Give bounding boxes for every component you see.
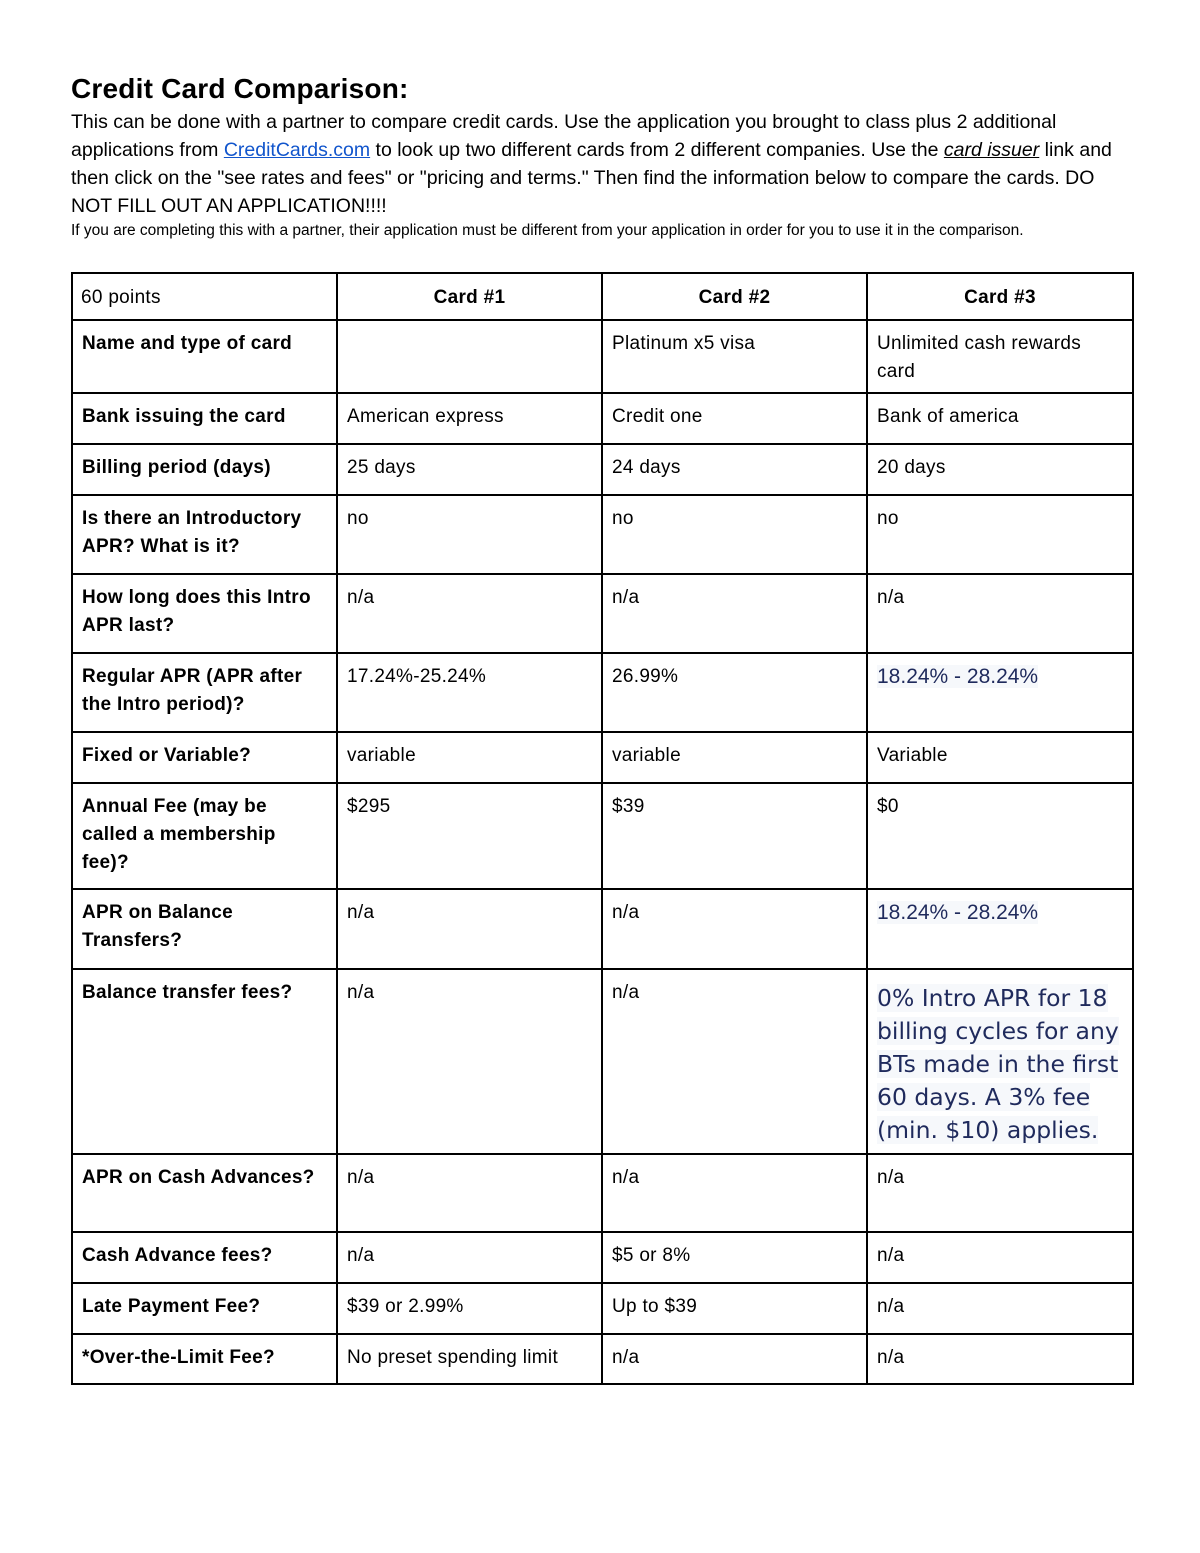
card-1-cell [337, 320, 602, 393]
row-label: Balance transfer fees? [72, 969, 337, 1154]
card-3-cell: Variable [867, 732, 1133, 783]
card-2-cell: n/a [602, 1154, 867, 1232]
card-2-cell: n/a [602, 969, 867, 1154]
table-row [72, 495, 1133, 574]
table-row [72, 969, 1133, 1154]
card-2-header: Card #2 [602, 273, 867, 320]
card-1-cell: variable [337, 732, 602, 783]
table-row [72, 574, 1133, 653]
card-3-cell: 20 days [867, 444, 1133, 495]
creditcards-link[interactable]: CreditCards.com [223, 139, 371, 161]
card-3-cell: no [867, 495, 1133, 574]
card-1-cell: n/a [337, 969, 602, 1154]
card-1-cell: No preset spending limit [337, 1334, 602, 1384]
card-2-cell: Credit one [602, 393, 867, 444]
row-label: APR on Balance Transfers? [72, 889, 337, 969]
card-1-cell: $295 [337, 783, 602, 889]
card-2-cell: variable [602, 732, 867, 783]
instructions-part-3: link and then click on the "see rates and fees" or "pricing and terms." Then find the information below to compare the cards. DO NOT FILL OUT AN APPLICATION!!!! [71, 139, 1112, 217]
card-1-cell: n/a [337, 1154, 602, 1232]
comparison-table [71, 272, 1134, 1385]
card-3-cell: n/a [867, 1283, 1133, 1334]
table-row [72, 889, 1133, 969]
card-2-cell: Platinum x5 visa [602, 320, 867, 393]
card-2-cell: $39 [602, 783, 867, 889]
card-3-cell: n/a [867, 1334, 1133, 1384]
table-row [72, 1283, 1133, 1334]
document [71, 70, 1131, 243]
card-1-cell: American express [337, 393, 602, 444]
row-label: Annual Fee (may be called a membership fee)? [72, 783, 337, 889]
card-3-cell [867, 969, 1133, 1154]
table-row [72, 320, 1133, 393]
row-label: Regular APR (APR after the Intro period)? [72, 653, 337, 732]
card-3-cell [867, 889, 1133, 969]
table-row [72, 444, 1133, 495]
card-2-cell: 26.99% [602, 653, 867, 732]
highlighted-apr: 18.24% - 28.24% [877, 665, 1039, 688]
card-3-cell [867, 653, 1133, 732]
card-2-cell: no [602, 495, 867, 574]
partner-note: If you are completing this with a partner, their application must be different from your application in order for you to use it in the comparison. [71, 222, 1024, 239]
instructions-part-2: to look up two different cards from 2 different companies. Use the [370, 139, 944, 161]
card-1-cell: 17.24%-25.24% [337, 653, 602, 732]
card-3-cell: n/a [867, 1154, 1133, 1232]
highlighted-apr: 18.24% - 28.24% [877, 901, 1039, 924]
instructions-paragraph [71, 108, 1131, 220]
balance-transfer-text: 0% Intro APR for 18 billing cycles for any BTs made in the first 60 days. A 3% fee (min. $10) applies. [877, 984, 1119, 1144]
points-header: 60 points [72, 273, 337, 320]
row-label: Bank issuing the card [72, 393, 337, 444]
instructions-part-1: This can be done with a partner to compare credit cards. Use the application you brought to class plus 2 additional applications from [71, 111, 1057, 161]
card-3-cell: Bank of america [867, 393, 1133, 444]
card-1-header: Card #1 [337, 273, 602, 320]
row-label: APR on Cash Advances? [72, 1154, 337, 1232]
card-2-cell: $5 or 8% [602, 1232, 867, 1283]
card-1-cell: n/a [337, 574, 602, 653]
card-1-cell: no [337, 495, 602, 574]
card-1-cell: $39 or 2.99% [337, 1283, 602, 1334]
card-2-cell: n/a [602, 1334, 867, 1384]
row-label: Late Payment Fee? [72, 1283, 337, 1334]
card-3-cell: n/a [867, 1232, 1133, 1283]
row-label: Fixed or Variable? [72, 732, 337, 783]
page-title: Credit Card Comparison: [71, 73, 409, 104]
card-2-cell: 24 days [602, 444, 867, 495]
row-label: How long does this Intro APR last? [72, 574, 337, 653]
card-1-cell: n/a [337, 1232, 602, 1283]
card-issuer-text: card issuer [943, 139, 1040, 161]
card-2-cell: n/a [602, 889, 867, 969]
table-row [72, 783, 1133, 889]
table-header-row [72, 273, 1133, 320]
table-row [72, 1334, 1133, 1384]
table-row [72, 393, 1133, 444]
card-2-cell: n/a [602, 574, 867, 653]
row-label: Name and type of card [72, 320, 337, 393]
card-3-cell: n/a [867, 574, 1133, 653]
row-label: Is there an Introductory APR? What is it? [72, 495, 337, 574]
table-row [72, 1154, 1133, 1232]
row-label: Billing period (days) [72, 444, 337, 495]
card-3-cell: $0 [867, 783, 1133, 889]
table-row [72, 732, 1133, 783]
card-3-header: Card #3 [867, 273, 1133, 320]
card-2-cell: Up to $39 [602, 1283, 867, 1334]
card-1-cell: n/a [337, 889, 602, 969]
row-label: Cash Advance fees? [72, 1232, 337, 1283]
card-3-cell: Unlimited cash rewards card [867, 320, 1133, 393]
table-row [72, 1232, 1133, 1283]
row-label: *Over-the-Limit Fee? [72, 1334, 337, 1384]
card-1-cell: 25 days [337, 444, 602, 495]
table-row [72, 653, 1133, 732]
